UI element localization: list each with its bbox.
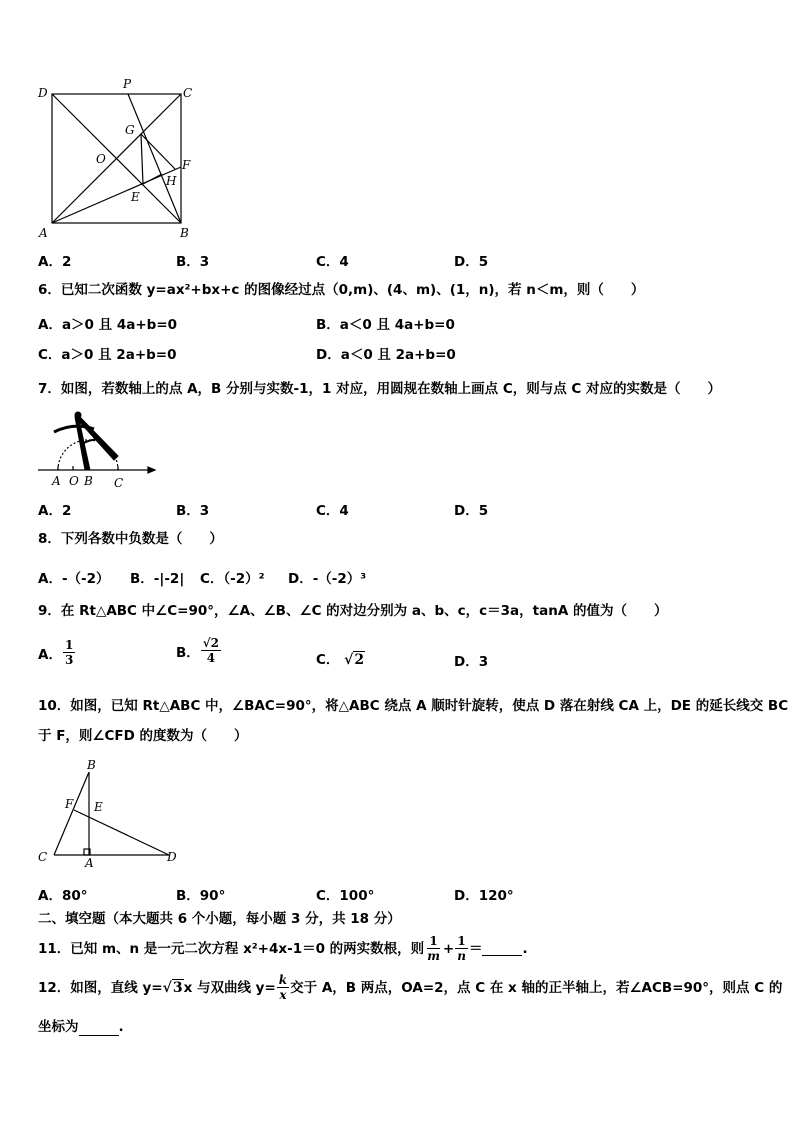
denominator: n bbox=[457, 949, 466, 963]
plus-sign: + bbox=[442, 940, 455, 957]
q7-option-c: C．4 bbox=[316, 503, 349, 519]
q10-option-c: C．100° bbox=[316, 888, 375, 904]
square-root: √3 bbox=[162, 979, 183, 996]
period: . bbox=[118, 1019, 124, 1035]
section-2-title: 二、填空题（本大题共 6 个小题，每小题 3 分，共 18 分） bbox=[38, 911, 401, 927]
q5-option-a: A．2 bbox=[38, 254, 72, 270]
q12-stem-line1 bbox=[38, 973, 782, 1002]
q5-option-d: D．5 bbox=[454, 254, 489, 270]
period: . bbox=[522, 940, 528, 957]
q10-option-d: D．120° bbox=[454, 888, 514, 904]
q6-option-c: C．a＞0 且 2a+b=0 bbox=[38, 347, 177, 363]
q8-stem: 8．下列各数中负数是（ ） bbox=[38, 531, 223, 547]
q8-option-a: A．-（-2） bbox=[38, 571, 110, 587]
q7-option-b: B．3 bbox=[176, 503, 210, 519]
label-A: A bbox=[39, 226, 48, 240]
q6-option-b: B．a＜0 且 4a+b=0 bbox=[316, 317, 455, 333]
denominator: 4 bbox=[206, 651, 216, 665]
radicand: 3 bbox=[172, 979, 183, 996]
denominator: m bbox=[427, 949, 440, 963]
label-H: H bbox=[166, 174, 177, 188]
label-E: E bbox=[94, 800, 103, 814]
label-B: B bbox=[87, 758, 96, 772]
q10-stem-line1: 10．如图，已知 Rt△ABC 中，∠BAC=90°，将△ABC 绕点 A 顺时针旋转，使点 D 落在射线 CA 上，DE 的延长线交 BC bbox=[38, 698, 789, 714]
fraction-k-over-x bbox=[277, 973, 289, 1002]
label-B: B bbox=[180, 226, 189, 240]
q9-option-a bbox=[38, 638, 76, 667]
label-F: F bbox=[182, 158, 191, 172]
numerator: 1 bbox=[64, 638, 74, 652]
q12-stem-line2 bbox=[38, 1018, 124, 1036]
option-label: B． bbox=[176, 644, 200, 661]
q11-stem bbox=[38, 934, 528, 963]
q11-text: 11．已知 m、n 是一元二次方程 x²+4x-1＝0 的两实数根，则 bbox=[38, 940, 425, 957]
answer-blank[interactable] bbox=[79, 1021, 119, 1036]
fraction bbox=[63, 638, 75, 667]
numerator: 1 bbox=[457, 934, 466, 948]
fraction-1-over-m bbox=[425, 934, 442, 963]
radicand: 2 bbox=[354, 652, 365, 668]
label-G: G bbox=[125, 123, 135, 137]
q8-option-b: B．-|-2| bbox=[130, 571, 185, 587]
q6-option-d: D．a＜0 且 2a+b=0 bbox=[316, 347, 456, 363]
question-5-figure bbox=[34, 76, 204, 240]
label-F: F bbox=[65, 797, 74, 811]
q6-option-a: A．a＞0 且 4a+b=0 bbox=[38, 317, 178, 333]
q9-option-d: D．3 bbox=[454, 654, 489, 670]
label-C: C bbox=[183, 86, 193, 100]
question-10-figure bbox=[34, 756, 182, 868]
q5-option-b: B．3 bbox=[176, 254, 210, 270]
q7-option-a: A．2 bbox=[38, 503, 72, 519]
q7-stem: 7．如图，若数轴上的点 A，B 分别与实数-1，1 对应，用圆规在数轴上画点 C，则与点 C 对应的实数是（ ） bbox=[38, 381, 722, 397]
question-7-figure bbox=[34, 404, 158, 490]
equals-sign: ＝ bbox=[468, 940, 483, 957]
denominator: 3 bbox=[64, 653, 74, 667]
label-A: A bbox=[52, 474, 61, 488]
denominator: x bbox=[279, 988, 287, 1002]
label-A: A bbox=[85, 856, 94, 868]
label-O: O bbox=[69, 474, 79, 488]
q12-text-b: x 与双曲线 y= bbox=[183, 979, 276, 996]
answer-blank[interactable] bbox=[482, 941, 522, 956]
fraction bbox=[201, 636, 221, 665]
label-P: P bbox=[123, 77, 132, 91]
q9-option-c bbox=[316, 648, 365, 668]
label-B: B bbox=[84, 474, 93, 488]
numerator: k bbox=[278, 973, 288, 987]
q8-option-c: C．（-2）² bbox=[200, 571, 265, 587]
numerator: 1 bbox=[429, 934, 438, 948]
square-root: √2 bbox=[344, 652, 365, 668]
label-C: C bbox=[114, 476, 124, 490]
q12-line2-text: 坐标为 bbox=[38, 1019, 79, 1035]
label-O: O bbox=[96, 152, 106, 166]
option-label: A． bbox=[38, 646, 62, 663]
numerator: √2 bbox=[202, 636, 220, 650]
q8-option-d: D．-（-2）³ bbox=[288, 571, 367, 587]
q7-option-d: D．5 bbox=[454, 503, 489, 519]
q10-option-a: A．80° bbox=[38, 888, 88, 904]
q5-option-c: C．4 bbox=[316, 254, 349, 270]
label-C: C bbox=[38, 850, 48, 864]
q6-stem: 6．已知二次函数 y=ax²+bx+c 的图像经过点（0,m)、(4、m)、(1，n)，若 n＜m，则（ ） bbox=[38, 282, 645, 298]
fraction-1-over-n bbox=[455, 934, 468, 963]
option-label: C． bbox=[316, 652, 340, 668]
q12-text-a: 12．如图，直线 y= bbox=[38, 979, 163, 996]
label-E: E bbox=[131, 190, 140, 204]
q9-option-b bbox=[176, 636, 222, 665]
q9-stem: 9．在 Rt△ABC 中∠C=90°，∠A、∠B、∠C 的对边分别为 a、b、c，c＝3a，tanA 的值为（ ） bbox=[38, 603, 668, 619]
label-D: D bbox=[38, 86, 48, 100]
label-D: D bbox=[167, 850, 177, 864]
q12-text-c: 交于 A，B 两点，OA=2，点 C 在 x 轴的正半轴上，若∠ACB=90°，则点 C 的 bbox=[290, 979, 783, 996]
q10-stem-line2: 于 F，则∠CFD 的度数为（ ） bbox=[38, 728, 248, 744]
q10-option-b: B．90° bbox=[176, 888, 226, 904]
